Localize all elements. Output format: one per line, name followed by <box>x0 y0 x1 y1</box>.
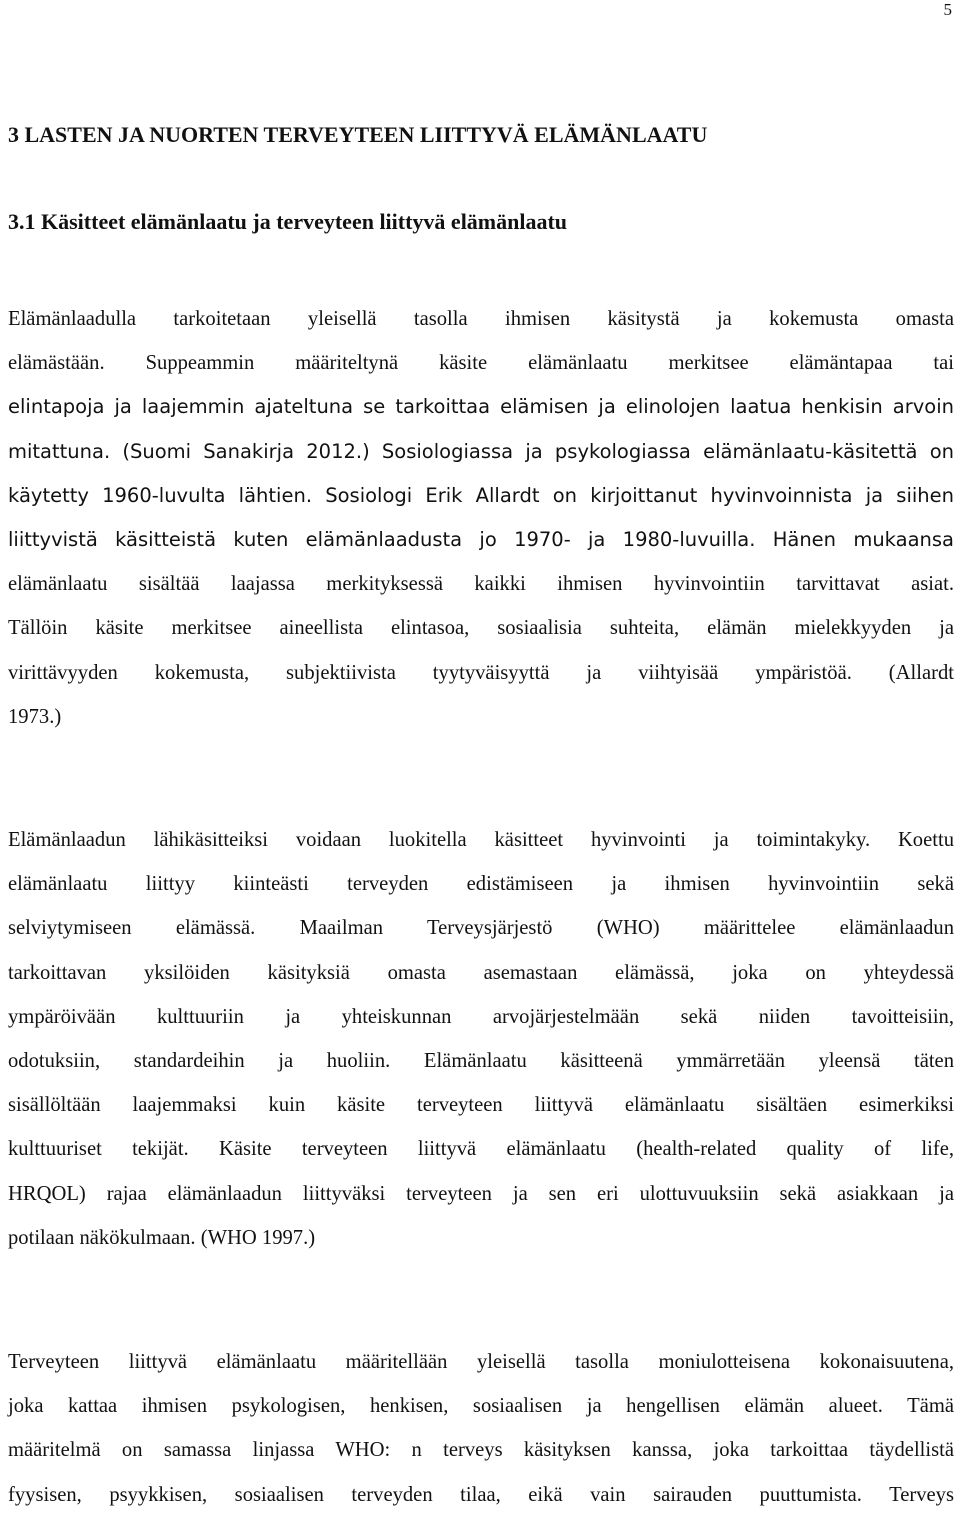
paragraph-line: mitattuna. (Suomi Sanakirja 2012.) Sosiologiassa ja psykologiassa elämänlaatu-käsitettä on <box>8 439 954 463</box>
paragraph-line: elämästään. Suppeammin määriteltynä käsite elämänlaatu merkitsee elämäntapaa tai <box>8 352 954 375</box>
chapter-heading: 3 LASTEN JA NUORTEN TERVEYTEEN LIITTYVÄ ELÄMÄNLAATU <box>8 122 708 147</box>
paragraph-line: 1973.) <box>8 705 62 728</box>
paragraph-line: elämänlaatu liittyy kiinteästi terveyden edistämiseen ja ihmisen hyvinvointiin sekä <box>8 873 954 896</box>
paragraph-line: joka kattaa ihmisen psykologisen, henkisen, sosiaalisen ja hengellisen elämän alueet. Tämä <box>8 1395 954 1418</box>
paragraph-line: virittävyyden kokemusta, subjektiivista tyytyväisyyttä ja viihtyisää ympäristöä. (Allardt <box>8 661 954 684</box>
paragraph-line: elämänlaatu sisältää laajassa merkityksessä kaikki ihmisen hyvinvointiin tarvittavat asiat. <box>8 573 954 596</box>
paragraph-line: käytetty 1960-luvulta lähtien. Sosiologi Erik Allardt on kirjoittanut hyvinvoinnista ja siihen <box>8 483 954 507</box>
paragraph-line: potilaan näkökulmaan. (WHO 1997.) <box>8 1226 316 1249</box>
section-heading: 3.1 Käsitteet elämänlaatu ja terveyteen liittyvä elämänlaatu <box>8 209 568 234</box>
page-number: 5 <box>943 0 952 19</box>
paragraph-line: Tällöin käsite merkitsee aineellista elintasoa, sosiaalisia suhteita, elämän mielekkyyden ja <box>8 617 954 640</box>
paragraph-line: Elämänlaadulla tarkoitetaan yleisellä tasolla ihmisen käsitystä ja kokemusta omasta <box>8 308 954 330</box>
paragraph-line: liittyvistä käsitteistä kuten elämänlaadusta jo 1970- ja 1980-luvuilla. Hänen mukaansa <box>8 527 954 551</box>
paragraph-line: Terveyteen liittyvä elämänlaatu määritellään yleisellä tasolla moniulotteisena kokonaisuutena, <box>8 1351 954 1373</box>
paragraph-line: tarkoittavan yksilöiden käsityksiä omasta asemastaan elämässä, joka on yhteydessä <box>8 961 954 984</box>
paragraph-line: odotuksiin, standardeihin ja huoliin. Elämänlaatu käsitteenä ymmärretään yleensä täten <box>8 1049 954 1072</box>
paragraph-line: elintapoja ja laajemmin ajateltuna se tarkoittaa elämisen ja elinolojen laatua henkisin arvoin <box>8 395 954 419</box>
paragraph-line: Elämänlaadun lähikäsitteiksi voidaan luokitella käsitteet hyvinvointi ja toimintakyky. Koettu <box>8 829 954 851</box>
paragraph-hrqol-definition <box>8 1340 954 1517</box>
paragraph-line: selviytymiseen elämässä. Maailman Terveysjärjestö (WHO) määrittelee elämänlaadun <box>8 917 954 940</box>
paragraph-line: kulttuuriset tekijät. Käsite terveyteen liittyvä elämänlaatu (health-related quality of life, <box>8 1138 954 1161</box>
paragraph-line: HRQOL) rajaa elämänlaadun liittyväksi terveyteen ja sen eri ulottuvuuksiin sekä asiakkaan ja <box>8 1182 954 1205</box>
paragraph-line: määritelmä on samassa linjassa WHO: n terveys käsityksen kanssa, joka tarkoittaa täydellistä <box>8 1439 954 1462</box>
paragraph-quality-of-life-definition <box>8 297 954 739</box>
paragraph-related-concepts <box>8 818 954 1260</box>
paragraph-line: ympäröivään kulttuuriin ja yhteiskunnan arvojärjestelmään sekä niiden tavoitteisiin, <box>8 1005 954 1028</box>
paragraph-line: fyysisen, psyykkisen, sosiaalisen terveyden tilaa, eikä vain sairauden puuttumista. Terveys <box>8 1483 954 1506</box>
paragraph-line: sisällöltään laajemmaksi kuin käsite terveyteen liittyvä elämänlaatu sisältäen esimerkiksi <box>8 1094 954 1117</box>
